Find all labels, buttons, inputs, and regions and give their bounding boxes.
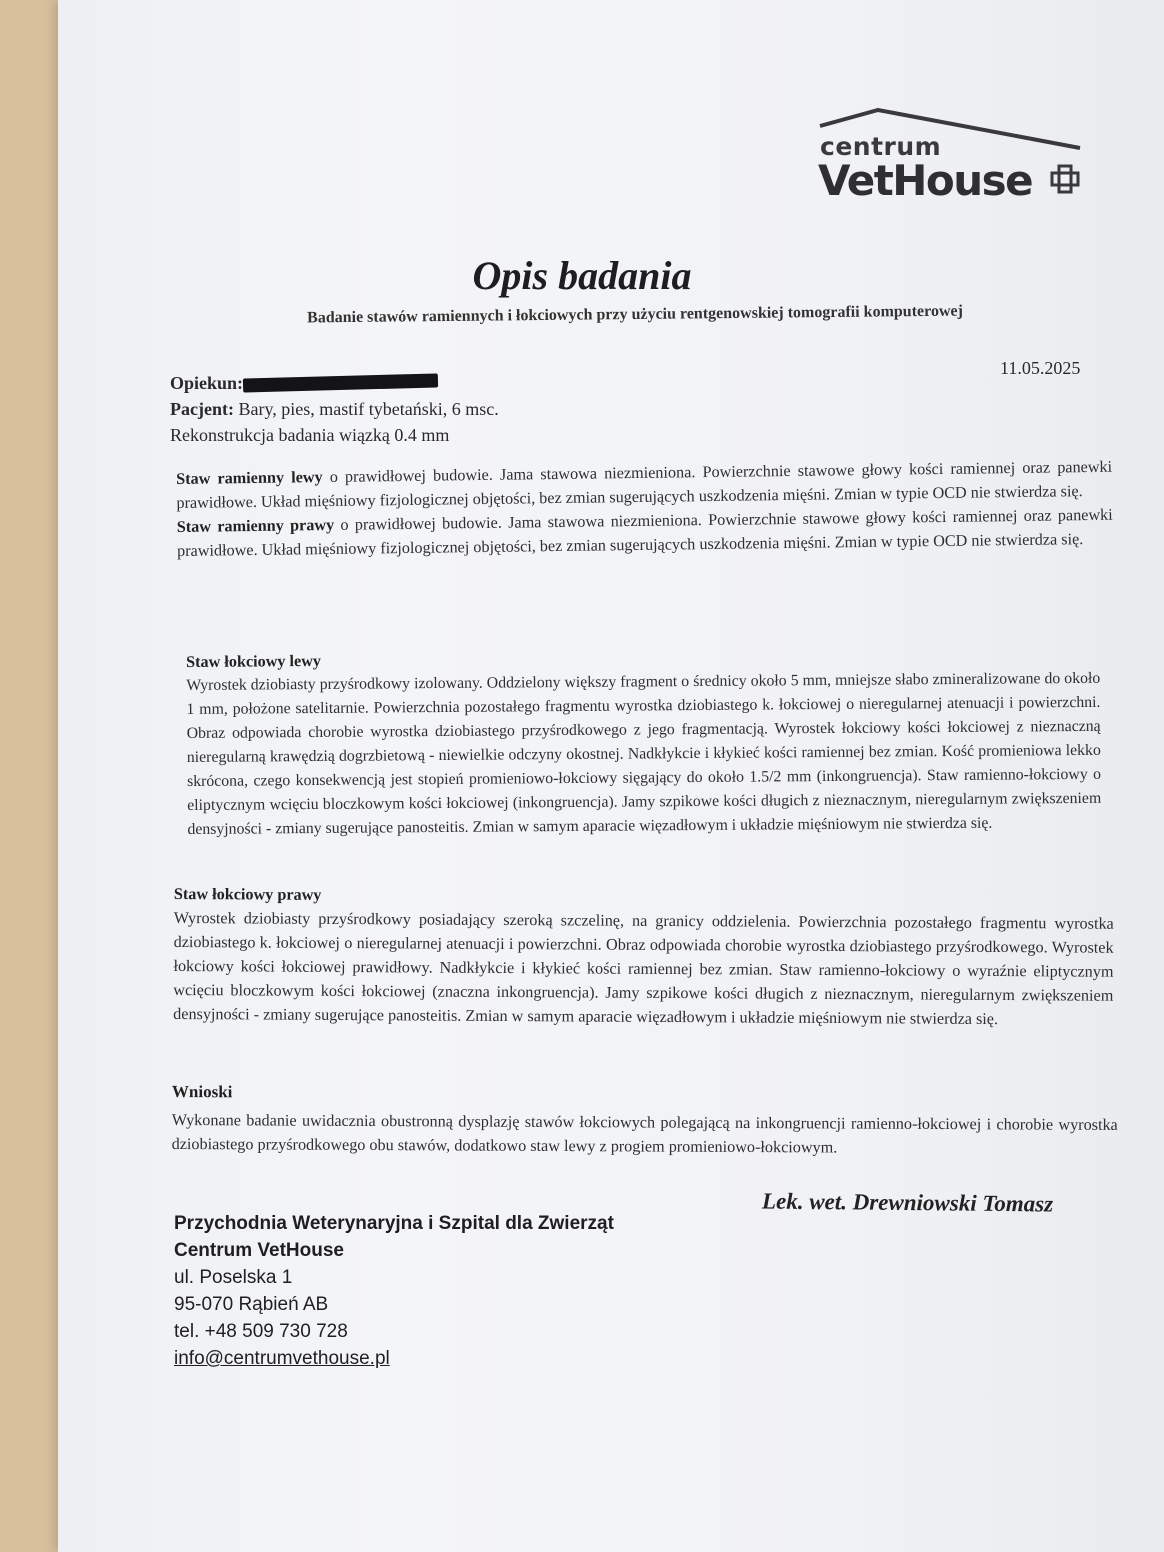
owner-label: Opiekun:: [170, 373, 244, 393]
conclusions-head: Wnioski: [171, 1082, 233, 1102]
shoulder-right-head: Staw ramienny prawy: [176, 515, 335, 536]
reconstruction-line: Rekonstrukcja badania wiązką 0.4 mm: [170, 425, 450, 445]
logo-small-text: centrum: [820, 132, 942, 161]
shoulder-left-head: Staw ramienny lewy: [176, 468, 323, 488]
cross-icon: [1052, 166, 1078, 192]
patient-info: [170, 370, 499, 448]
owner-line: [170, 370, 499, 396]
clinic-city: 95-070 Rąbień AB: [174, 1294, 329, 1315]
conclusions-text: Wykonane badanie uwidacznia obustronną dysplazję stawów łokciowych polegającą na inkongruencji ramienno-łokciowej i chorobie wyrostka dziobiastego przyśrodkowego obu stawów, dodatkowo staw lewy z progiem promieniowo-łokciowym.: [171, 1110, 1118, 1157]
patient-line: [170, 396, 499, 422]
shoulder-left-text: o prawidłowej budowie. Jama stawowa niezmieniona. Powierzchnie stawowe głowy kości ramiennej oraz panewki prawidłowe. Układ mięśniowy fizjologicznej objętości, bez zmian sugerujących uszkodzenia mięśni. Zmian w typie OCD nie stwierdza się.: [176, 457, 1113, 512]
logo-big-text: VetHouse: [818, 156, 1033, 205]
patient-label: Pacjent:: [170, 399, 234, 419]
patient-value: Bary, pies, mastif tybetański, 6 msc.: [233, 399, 499, 419]
elbow-right-text: Wyrostek dziobiasty przyśrodkowy posiadający szeroką szczelinę, na granicy oddzielenia. Powierzchnia pozostałego fragmentu wyrostka dziobiastego k. łokciowej o nieregularnej atenuacji i powierzchni. Obraz odpowiada chorobie wyrostka dziobiastego przyśrodkowego. Wyrostek łokciowy kości łokciowej prawidłowy. Nadkłykcie i kłykieć kości ramiennej bez zmian. Staw ramienno-łokciowy o wyraźnie eliptycznym wcięciu bloczkowym kości łokciowej (znaczna inkongruencja). Jamy szpikowe kości długich z nieznacznym, nieregularnym zwiększeniem densyjności - zmiany sugerujące panosteitis. Zmian w samym aparacie więzadłowym i układzie mięśniowym nie stwierdza się.: [173, 908, 1114, 1029]
elbow-left-head: Staw łokciowy lewy: [186, 651, 322, 671]
clinic-brand: Centrum VetHouse: [174, 1240, 344, 1261]
page-subtitle: Badanie stawów ramiennych i łokciowych przy użyciu rentgenowskiej tomografii komputerowej: [307, 302, 963, 327]
elbow-right-head: Staw łokciowy prawy: [173, 884, 322, 904]
shoulder-section: [176, 455, 1113, 563]
clinic-address: [174, 1210, 614, 1372]
elbow-right-section: [173, 882, 1114, 1032]
page-title: Opis badania: [472, 253, 692, 298]
elbow-left-text: Wyrostek dziobiasty przyśrodkowy izolowany. Oddzielony większy fragment o średnicy około 5 mm, mniejsze słabo zmineralizowane do około 1 mm, położone satelitarnie. Powierzchnia pozostałego fragmentu wyrostka dziobiastego k. łokciowej o nieregularnej atenuacji i powierzchni. Obraz odpowiada chorobie wyrostka dziobiastego przyśrodkowego z jego fragmentacją. Wyrostek łokciowy kości łokciowej z nieznaczną nieregularną krawędzią dogrzbietową - niewielkie odczyny okostnej. Nadkłykcie i kłykieć kości ramiennej bez zmian. Kość promieniowa lekko skrócona, czego konsekwencją jest stopień promieniowo-łokciowy sięgający do około 1.5/2 mm (inkongruencja). Staw ramienno-łokciowy o eliptycznym wcięciu bloczkowym kości łokciowej (inkongruencja). Jamy szpikowe kości długich z nieznacznym, nieregularnym zwiększeniem densyjności - zmiany sugerujące panosteitis. Zmian w samym aparacie więzadłowym i układzie mięśniowym nie stwierdza się.: [186, 669, 1102, 838]
clinic-street: ul. Poselska 1: [174, 1267, 293, 1288]
shoulder-right-text: o prawidłowej budowie. Jama stawowa niezmieniona. Powierzchnie stawowe głowy kości ramiennej oraz panewki prawidłowe. Układ mięśniowy fizjologicznej objętości, bez zmian sugerujących uszkodzenia mięśni. Zmian w typie OCD nie stwierdza się.: [176, 505, 1113, 560]
clinic-email[interactable]: info@centrumvethouse.pl: [174, 1348, 390, 1369]
document-date: 11.05.2025: [1000, 358, 1081, 378]
clinic-name: Przychodnia Weterynaryjna i Szpital dla Zwierząt: [174, 1213, 614, 1234]
clinic-logo: [818, 108, 1088, 208]
redaction-bar: [243, 373, 438, 392]
elbow-left-section: [186, 643, 1101, 842]
clinic-phone: tel. +48 509 730 728: [174, 1321, 348, 1342]
conclusions-section: [172, 1080, 1118, 1161]
doctor-signature: Lek. wet. Drewniowski Tomasz: [761, 1188, 1054, 1217]
